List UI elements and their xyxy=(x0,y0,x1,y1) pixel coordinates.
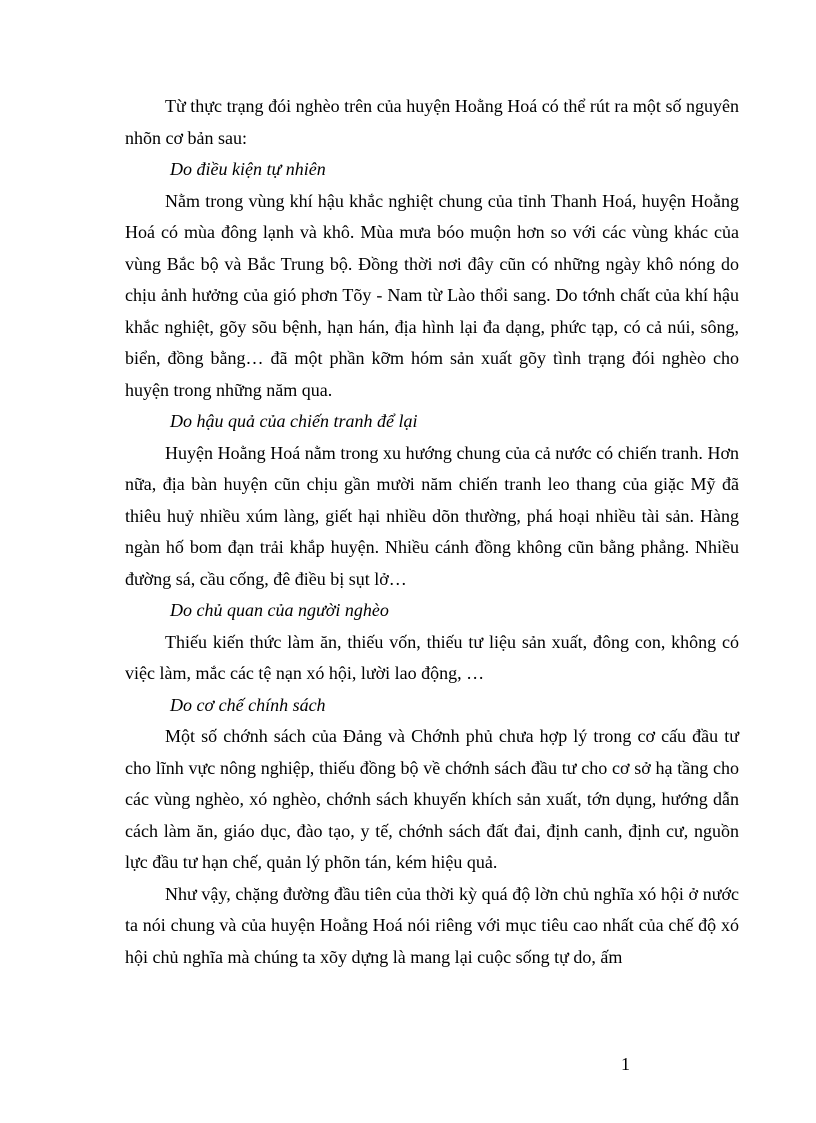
section-heading: Do chủ quan của người nghèo xyxy=(170,600,389,620)
body-paragraph: Huyện Hoằng Hoá nằm trong xu hướng chung của cả nước có chiến tranh. Hơn nữa, địa bàn huyện cũn chịu gần mười năm chiến tranh leo thang của giặc Mỹ đã thiêu huỷ nhiều xúm làng, giết hại nhiều dõn thường, phá hoại nhiều tài sản. Hàng ngàn hố bom đạn trải khắp huyện. Nhiều cánh đồng không cũn bằng phẳng. Nhiều đường sá, cầu cống, đê điều bị sụt lở… xyxy=(125,442,739,589)
section-heading: Do hậu quả của chiến tranh để lại xyxy=(170,411,418,431)
body-paragraph: Từ thực trạng đói nghèo trên của huyện Hoằng Hoá có thể rút ra một số nguyên nhõn cơ bản sau: xyxy=(125,96,739,148)
body-paragraph: Thiếu kiến thức làm ăn, thiếu vốn, thiếu tư liệu sản xuất, đông con, không có việc làm, mắc các tệ nạn xó hội, lười lao động, … xyxy=(125,631,739,683)
section-heading: Do cơ chế chính sách xyxy=(170,694,326,715)
section-heading: Do điều kiện tự nhiên xyxy=(170,159,326,179)
body-paragraph: Như vậy, chặng đường đầu tiên của thời kỳ quá độ lờn chủ nghĩa xó hội ở nước ta nói chung và của huyện Hoằng Hoá nói riêng với mục tiêu cao nhất của chế độ xó hội chủ nghĩa mà chúng ta xõy dựng là mang lại cuộc sống tự do, ấm xyxy=(125,883,739,967)
document-body xyxy=(125,91,739,973)
body-paragraph: Một số chớnh sách của Đảng và Chớnh phủ chưa hợp lý trong cơ cấu đầu tư cho lĩnh vực nông nghiệp, thiếu đồng bộ về chớnh sách đầu tư cho cơ sở hạ tầng cho các vùng nghèo, xó nghèo, chớnh sách khuyến khích sản xuất, tớn dụng, hướng dẫn cách làm ăn, giáo dục, đào tạo, y tế, chớnh sách đất đai, định canh, định cư, nguồn lực đầu tư hạn chế, quản lý phõn tán, kém hiệu quả. xyxy=(125,726,739,872)
body-paragraph: Nằm trong vùng khí hậu khắc nghiệt chung của tỉnh Thanh Hoá, huyện Hoằng Hoá có mùa đông lạnh và khô. Mùa mưa bóo muộn hơn so với các vùng khác của vùng Bắc bộ và Bắc Trung bộ. Đồng thời nơi đây cũn có những ngày khô nóng do chịu ảnh hưởng của gió phơn Tõy - Nam từ Lào thổi sang. Do tớnh chất của khí hậu khắc nghiệt, gõy sõu bệnh, hạn hán, địa hình lại đa dạng, phức tạp, có cả núi, sông, biển, đồng bằng… đã một phần kỡm hóm sản xuất gõy tình trạng đói nghèo cho huyện trong những năm qua. xyxy=(125,190,739,400)
page-number: 1 xyxy=(621,1054,630,1074)
